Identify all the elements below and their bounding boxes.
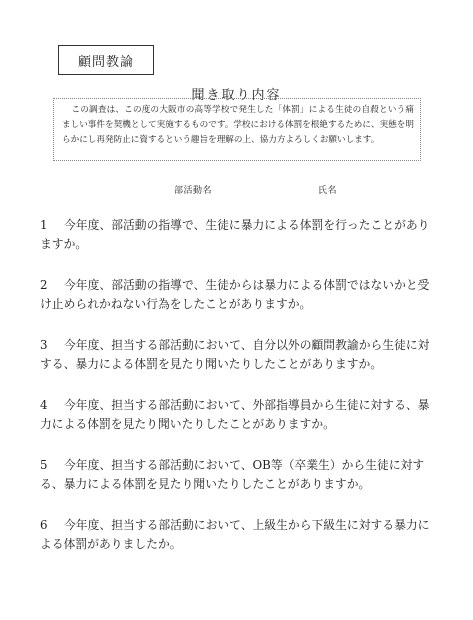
question-text: 今年度、担当する部活動において、外部指導員から生徒に対する、暴力による体罰を見たり聞いたりしたことがありますか。	[40, 398, 430, 431]
question-3	[40, 336, 440, 374]
respondent-label: 顧問教論	[77, 54, 134, 70]
question-number: 1	[40, 218, 48, 232]
question-1	[40, 216, 440, 254]
question-text: 今年度、部活動の指導で、生徒からは暴力による体罰ではないかと受け止められかねない行為をしたことがありますか。	[40, 278, 430, 311]
intro-notice: この調査は、この度の大阪市の高等学校で発生した「体罰」による生徒の自殺という痛ましい事件を契機として実施するものです。学校における体罰を根絶するために、実態を明らかにし再発防止に資するという趣旨を理解の上、協力方よろしくお願いします。	[53, 98, 421, 161]
question-5	[40, 456, 440, 494]
question-2	[40, 276, 440, 314]
question-number: 3	[40, 338, 48, 352]
question-number: 4	[40, 398, 48, 412]
question-number: 6	[40, 518, 48, 532]
question-4	[40, 396, 440, 434]
question-number: 5	[40, 458, 48, 472]
respondent-label-box	[58, 45, 154, 75]
document-title: 聞き取り内容	[191, 88, 282, 103]
respondent-name-field-label: 氏名	[318, 186, 338, 196]
question-6	[40, 516, 440, 554]
question-text: 今年度、担当する部活動において、OB等（卒業生）から生徒に対する、暴力による体罰を見たり聞いたりしたことがありますか。	[40, 458, 425, 491]
club-name-field-label: 部活動名	[174, 186, 213, 196]
question-text: 今年度、担当する部活動において、自分以外の顧問教諭から生徒に対する、暴力による体罰を見たり聞いたりしたことがありますか。	[40, 338, 430, 371]
question-text: 今年度、部活動の指導で、生徒に暴力による体罰を行ったことがありますか。	[40, 218, 430, 251]
question-number: 2	[40, 278, 48, 292]
question-text: 今年度、担当する部活動において、上級生から下級生に対する暴力による体罰がありましたか。	[40, 518, 430, 551]
